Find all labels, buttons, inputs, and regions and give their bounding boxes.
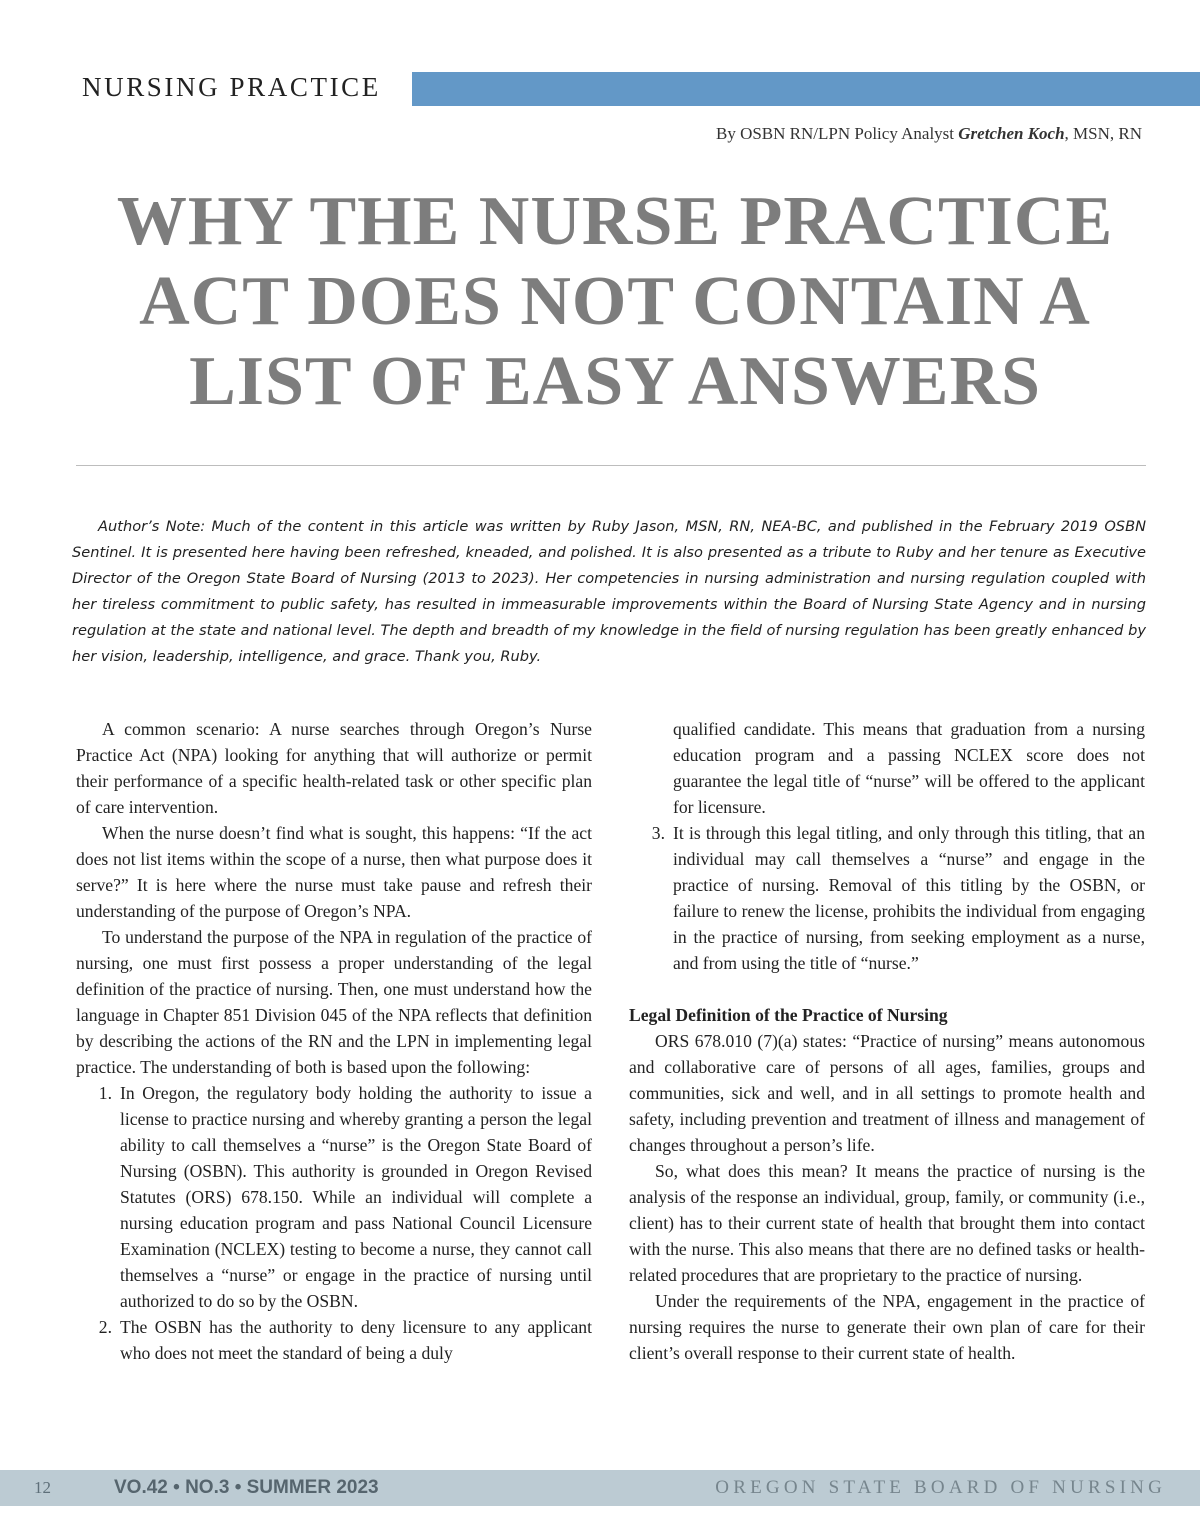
byline-author-name: Gretchen Koch <box>958 124 1065 143</box>
byline-suffix: , MSN, RN <box>1064 124 1142 143</box>
body-paragraph: When the nurse doesn’t find what is sought, this happens: “If the act does not list items within the scope of a nurse, then what purpose does it serve?” It is here where the nurse must take pause and refresh their understanding of the purpose of Oregon’s NPA. <box>76 823 592 921</box>
issue-label: VO.42 • NO.3 • SUMMER 2023 <box>114 1477 379 1498</box>
list-item-text: The OSBN has the authority to deny licensure to any applicant who does not meet the standard of being a duly <box>120 1317 592 1363</box>
right-column <box>629 716 1145 1366</box>
body-paragraph: ORS 678.010 (7)(a) states: “Practice of nursing” means autonomous and collaborative care of persons of all ages, families, groups and communities, sick and well, and in all settings to promote health and safety, including prevention and treatment of illness and management of changes throughout a person’s life. <box>629 1031 1145 1155</box>
page-number: 12 <box>34 1478 51 1497</box>
body-paragraph: Under the requirements of the NPA, engagement in the practice of nursing requires the nurse to generate their own plan of care for their client’s overall response to their current state of health. <box>629 1291 1145 1363</box>
title-line-2: ACT DOES NOT CONTAIN A <box>139 263 1091 340</box>
body-paragraph: To understand the purpose of the NPA in regulation of the practice of nursing, one must first possess a proper understanding of the legal definition of the practice of nursing. Then, one must understand how the language in Chapter 851 Division 045 of the NPA reflects that definition by describing the actions of the RN and the LPN in implementing legal practice. The understanding of both is based upon the following: <box>76 927 592 1077</box>
title-line-3: LIST OF EASY ANSWERS <box>189 343 1041 420</box>
list-number: 1. <box>98 1083 112 1103</box>
section-label: NURSING PRACTICE <box>82 72 381 102</box>
body-paragraph: A common scenario: A nurse searches through Oregon’s Nurse Practice Act (NPA) looking for anything that will authorize or permit their performance of a specific health-related task or other specific plan of care intervention. <box>76 719 592 817</box>
list-number: 2. <box>98 1317 112 1337</box>
list-item <box>76 1080 592 1314</box>
authors-note: Author’s Note: Much of the content in this article was written by Ruby Jason, MSN, RN, NEA-BC, and published in the February 2019 OSBN Sentinel. It is presented here having been refreshed, kneaded, and polished. It is also presented as a tribute to Ruby and her tenure as Executive Director of the Oregon State Board of Nursing (2013 to 2023). Her competencies in nursing administration and nursing regulation coupled with her tireless commitment to public safety, has resulted in immeasurable improvements within the Board of Nursing State Agency and in nursing regulation at the state and national level. The depth and breadth of my knowledge in the field of nursing regulation has been greatly enhanced by her vision, leadership, intelligence, and grace. Thank you, Ruby. <box>72 518 1146 665</box>
list-item-text: It is through this legal titling, and only through this titling, that an individual may call themselves a “nurse” and engage in the practice of nursing. Removal of this titling by the OSBN, or failure to renew the license, prohibits the individual from engaging in the practice of nursing, from seeking employment as a nurse, and from using the title of “nurse.” <box>673 823 1145 973</box>
title-divider <box>76 465 1146 466</box>
organization-name: OREGON STATE BOARD OF NURSING <box>715 1477 1166 1498</box>
list-item <box>76 1314 592 1366</box>
list-item-text: In Oregon, the regulatory body holding the authority to issue a license to practice nursing and whereby granting a person the legal ability to call themselves a “nurse” is the Oregon State Board of Nursing (OSBN). This authority is grounded in Oregon Revised Statutes (ORS) 678.150. While an individual will complete a nursing education program and pass National Council Licensure Examination (NCLEX) testing to become a nurse, they cannot call themselves a “nurse” or engage in the practice of nursing until authorized to do so by the OSBN. <box>120 1083 592 1311</box>
list-item-continuation: qualified candidate. This means that graduation from a nursing education program and a passing NCLEX score does not guarantee the legal title of “nurse” will be offered to the applicant for licensure. <box>673 719 1145 817</box>
body-paragraph: So, what does this mean? It means the practice of nursing is the analysis of the response an individual, group, family, or community (i.e., client) has to their current state of health that brought them into contact with the nurse. This also means that there are no defined tasks or health-related procedures that are proprietary to the practice of nursing. <box>629 1161 1145 1285</box>
section-heading: Legal Definition of the Practice of Nursing <box>629 1005 948 1025</box>
list-item <box>629 820 1145 976</box>
list-number: 3. <box>651 823 665 843</box>
byline <box>716 124 1142 144</box>
byline-prefix: By OSBN RN/LPN Policy Analyst <box>715 124 959 143</box>
title-line-1: WHY THE NURSE PRACTICE <box>116 183 1114 260</box>
section-accent-bar <box>412 72 1200 106</box>
article-title <box>60 182 1170 422</box>
left-column <box>76 716 592 1366</box>
